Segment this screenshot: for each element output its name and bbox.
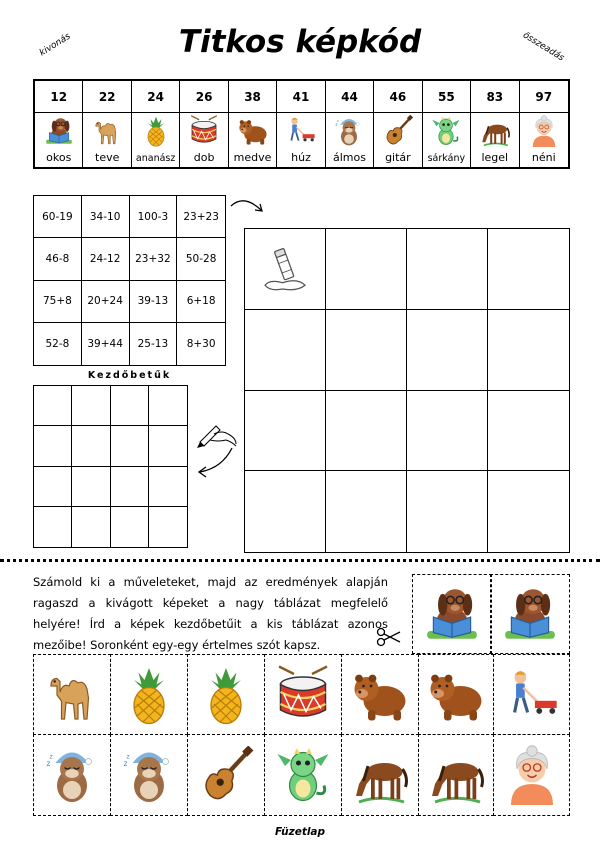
- grazing-horse-icon: [426, 745, 486, 805]
- cutout-card[interactable]: [110, 734, 188, 816]
- bear-icon: [426, 665, 486, 725]
- key-number: 41: [277, 81, 324, 113]
- sleepy-otter-icon: [42, 745, 102, 805]
- camel-icon: [42, 665, 102, 725]
- operation-cell: 75+8: [34, 281, 82, 323]
- operation-cell: 23+23: [177, 196, 225, 238]
- pineapple-icon: [140, 115, 172, 147]
- key-cell: [326, 81, 374, 167]
- initials-cell[interactable]: [34, 467, 72, 507]
- camel-icon: [91, 115, 123, 147]
- picture-cell[interactable]: [326, 471, 407, 552]
- initials-cell[interactable]: [111, 507, 149, 547]
- grandma-icon: [502, 745, 562, 805]
- key-word: medve: [233, 151, 272, 164]
- instructions-text: Számold ki a műveleteket, majd az eredmények alapján ragaszd a kivágott képeket a nagy táblázat megfelelő helyére! Írd a képek kezdőbetűit a kis táblázat azonos mezőibe! Soronként egy-egy értelmes szót kapsz.: [33, 575, 388, 652]
- cutout-card[interactable]: [418, 734, 494, 816]
- initials-cell[interactable]: [72, 386, 110, 426]
- picture-cell[interactable]: [407, 229, 488, 310]
- key-word: okos: [46, 151, 72, 164]
- key-number: 24: [132, 81, 179, 113]
- operation-cell: 39+44: [82, 323, 130, 365]
- initials-cell[interactable]: [72, 467, 110, 507]
- operation-cell: 50-28: [177, 238, 225, 280]
- puppy-reading-icon: [421, 583, 483, 645]
- picture-cell[interactable]: [245, 310, 326, 391]
- key-number: 55: [423, 81, 470, 113]
- initials-cell[interactable]: [34, 507, 72, 547]
- key-cell: [374, 81, 422, 167]
- key-word: álmos: [332, 151, 366, 164]
- key-cell: [35, 81, 83, 167]
- operation-cell: 34-10: [82, 196, 130, 238]
- picture-cell[interactable]: [488, 310, 569, 391]
- operation-cell: 52-8: [34, 323, 82, 365]
- operation-cell: 25-13: [130, 323, 178, 365]
- operation-cell: 8+30: [186, 337, 216, 350]
- picture-cell[interactable]: [407, 471, 488, 552]
- initials-cell[interactable]: [34, 386, 72, 426]
- grazing-horse-icon: [479, 115, 511, 147]
- cutout-card[interactable]: [490, 574, 570, 654]
- key-word: ananász: [135, 153, 176, 164]
- dragon-icon: [430, 115, 462, 147]
- scissors-icon: [376, 626, 402, 648]
- initials-cell[interactable]: [149, 507, 187, 547]
- operation-cell: 24-12: [82, 238, 130, 280]
- cut-line: [0, 559, 600, 562]
- key-number: 22: [83, 81, 130, 113]
- dragon-icon: [273, 745, 333, 805]
- boy-pulling-wagon-icon: [285, 115, 317, 147]
- picture-cell[interactable]: [326, 229, 407, 310]
- initials-cell[interactable]: [34, 426, 72, 466]
- key-cell: [277, 81, 325, 167]
- addition-label: összeadás: [520, 30, 566, 64]
- picture-cell[interactable]: [407, 391, 488, 472]
- operation-cell: 100-3: [130, 196, 178, 238]
- boy-pulling-wagon-icon: [503, 666, 561, 724]
- key-number: 38: [229, 81, 276, 113]
- key-cell: [520, 81, 568, 167]
- key-cell: [423, 81, 471, 167]
- initials-cell[interactable]: [149, 467, 187, 507]
- picture-cell[interactable]: [326, 391, 407, 472]
- puppy-reading-icon: [499, 583, 561, 645]
- operation-cell: 20+24: [82, 281, 130, 323]
- picture-cell[interactable]: [245, 391, 326, 472]
- bear-icon: [350, 665, 410, 725]
- glue-stick-icon: [260, 244, 310, 294]
- operation-cell: 23+32: [130, 238, 178, 280]
- key-word: néni: [531, 151, 556, 164]
- bear-icon: [237, 115, 269, 147]
- subtraction-label: kivonás: [37, 31, 73, 59]
- drum-icon: [273, 665, 333, 725]
- initials-cell[interactable]: [111, 426, 149, 466]
- key-cell: [229, 81, 277, 167]
- key-word: gitár: [385, 151, 411, 164]
- key-cell: [132, 81, 180, 167]
- key-word: sárkány: [427, 153, 466, 164]
- cutout-card[interactable]: [33, 734, 111, 816]
- key-word: húz: [291, 151, 311, 164]
- initials-cell[interactable]: [111, 467, 149, 507]
- initials-cell[interactable]: [111, 386, 149, 426]
- footer-brand: Füzetlap: [274, 826, 326, 838]
- key-number: 44: [326, 81, 373, 113]
- guitar-icon: [382, 115, 414, 147]
- cutout-card[interactable]: [264, 654, 342, 735]
- cutout-card[interactable]: [418, 654, 494, 735]
- puppy-reading-icon: [43, 115, 75, 147]
- initials-cell[interactable]: [72, 426, 110, 466]
- key-number: 83: [471, 81, 518, 113]
- key-word: legel: [481, 151, 509, 164]
- cutout-card[interactable]: [110, 654, 188, 735]
- picture-cell[interactable]: [407, 310, 488, 391]
- operation-cell: 60-19: [34, 196, 82, 238]
- guitar-icon: [197, 746, 255, 804]
- initials-cell[interactable]: [149, 426, 187, 466]
- cutout-card[interactable]: [412, 574, 492, 654]
- cutout-card[interactable]: [33, 654, 111, 735]
- sleepy-otter-icon: [333, 115, 365, 147]
- cutout-card[interactable]: [264, 734, 342, 816]
- key-word: dob: [193, 151, 215, 164]
- writing-hand-icon: [192, 412, 242, 482]
- cutout-card[interactable]: [187, 734, 265, 816]
- drum-icon: [188, 115, 220, 147]
- picture-code-key-table: [33, 79, 570, 169]
- picture-cell[interactable]: [326, 310, 407, 391]
- key-word: teve: [95, 151, 120, 164]
- operation-cell: 46-8: [34, 238, 82, 280]
- key-cell: [180, 81, 228, 167]
- operation-cell: 6+18: [177, 281, 225, 323]
- picture-cell[interactable]: [488, 471, 569, 552]
- key-number: 97: [520, 81, 568, 113]
- picture-cell[interactable]: [488, 229, 569, 310]
- picture-grid: [244, 228, 570, 553]
- operations-table: [33, 195, 226, 366]
- cutout-card[interactable]: [187, 654, 265, 735]
- curved-arrow-icon: [228, 196, 268, 220]
- initials-cell[interactable]: [72, 507, 110, 547]
- picture-cell[interactable]: [245, 229, 326, 310]
- initials-grid: [33, 385, 188, 548]
- picture-cell[interactable]: [488, 391, 569, 472]
- key-number: 12: [35, 81, 82, 113]
- grandma-icon: [528, 115, 560, 147]
- key-number: 26: [180, 81, 227, 113]
- cutout-card[interactable]: [341, 734, 419, 816]
- key-cell: [471, 81, 519, 167]
- sleepy-otter-icon: [119, 745, 179, 805]
- grazing-horse-icon: [350, 745, 410, 805]
- key-number: 46: [374, 81, 421, 113]
- key-cell: [83, 81, 131, 167]
- page-title: Titkos képkód: [178, 24, 422, 60]
- picture-cell[interactable]: [245, 471, 326, 552]
- initials-label: Kezdőbetűk: [87, 370, 172, 381]
- cutout-card[interactable]: [493, 654, 570, 735]
- cutout-card[interactable]: [493, 734, 570, 816]
- pineapple-icon: [119, 665, 179, 725]
- operation-cell: 39-13: [130, 281, 178, 323]
- initials-cell[interactable]: [149, 386, 187, 426]
- cutout-card[interactable]: [341, 654, 419, 735]
- pineapple-icon: [196, 665, 256, 725]
